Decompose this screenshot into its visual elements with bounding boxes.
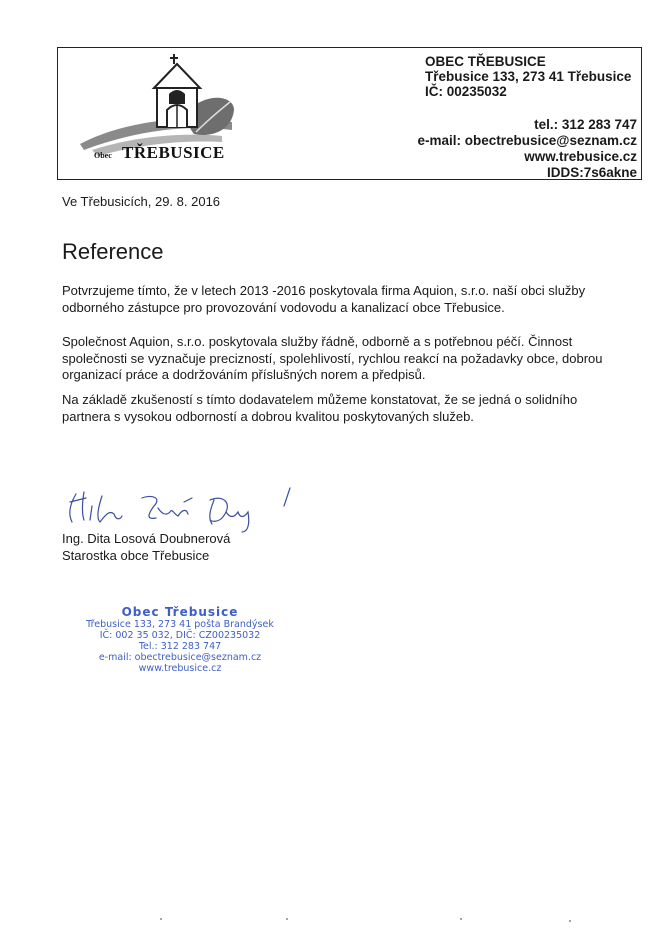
paragraph: Společnost Aquion, s.r.o. poskytovala služby řádně, odborně a s potřebnou péčí. Činnost společnosti se vyznačuje precizností, spolehlivostí, rychlou reakcí na požadavky obce, dobrou organizací práce a dodržováním příslušných norem a předpisů. — [62, 334, 603, 382]
letterhead-address — [425, 54, 631, 99]
org-idds: IDDS:7s6akne — [546, 165, 637, 180]
org-web: www.trebusice.cz — [524, 149, 637, 164]
stamp-line: Tel.: 312 283 747 — [138, 641, 222, 652]
org-email: e-mail: obectrebusice@seznam.cz — [417, 133, 637, 148]
paragraph: Na základě zkušeností s tímto dodavatelem můžeme konstatovat, že se jedná o solidního partnera s vysokou odborností a dobrou kvalitou poskytovaných služeb. — [62, 392, 578, 424]
stamp-title: Obec Třebusice — [121, 605, 239, 619]
org-tel: tel.: 312 283 747 — [534, 117, 637, 132]
handwritten-signature — [62, 484, 302, 534]
letter-heading: Reference — [62, 239, 164, 264]
org-address: Třebusice 133, 273 41 Třebusice — [425, 69, 632, 84]
signer-name: Ing. Dita Losová Doubnerová — [62, 531, 231, 546]
stamp-line: www.trebusice.cz — [138, 663, 222, 674]
logo-obec-text: Obec — [94, 151, 112, 160]
stamp-line: e-mail: obectrebusice@seznam.cz — [98, 652, 262, 663]
paragraph: Potvrzujeme tímto, že v letech 2013 -2016 poskytovala firma Aquion, s.r.o. naší obci služby odborného zástupce pro provozování vodovodu a kanalizací obce Třebusice. — [62, 283, 586, 315]
org-ic: IČ: 00235032 — [425, 84, 507, 99]
org-name: OBEC TŘEBUSICE — [425, 54, 546, 69]
stamp-line: IČ: 002 35 032, DIČ: CZ00235032 — [99, 630, 261, 641]
stamp-line: Třebusice 133, 273 41 pošta Brandýsek — [86, 619, 274, 630]
office-stamp — [80, 605, 280, 674]
logo-name-text: TŘEBUSICE — [122, 143, 225, 162]
place-date: Ve Třebusicích, 29. 8. 2016 — [62, 194, 221, 209]
signer-title: Starostka obce Třebusice — [62, 548, 210, 563]
signer-block — [62, 530, 230, 564]
letterhead-contacts — [418, 117, 638, 181]
